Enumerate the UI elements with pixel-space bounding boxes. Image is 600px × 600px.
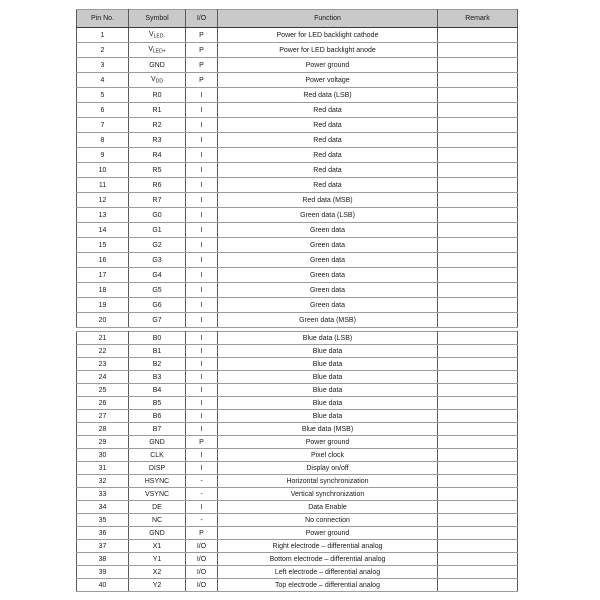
remark-cell bbox=[438, 332, 518, 345]
remark-cell bbox=[438, 178, 518, 193]
pin-cell: 30 bbox=[77, 449, 129, 462]
function-cell: Blue data bbox=[218, 410, 438, 423]
function-cell: Bottom electrode – differential analog bbox=[218, 553, 438, 566]
io-cell: I bbox=[186, 384, 218, 397]
table-row bbox=[77, 345, 518, 358]
function-cell: Green data bbox=[218, 268, 438, 283]
io-cell: I/O bbox=[186, 553, 218, 566]
symbol-cell: B5 bbox=[129, 397, 186, 410]
symbol-cell: R5 bbox=[129, 163, 186, 178]
pin-cell: 33 bbox=[77, 488, 129, 501]
remark-cell bbox=[438, 208, 518, 223]
remark-cell bbox=[438, 358, 518, 371]
table-row bbox=[77, 579, 518, 592]
table-row bbox=[77, 371, 518, 384]
remark-cell bbox=[438, 540, 518, 553]
remark-cell bbox=[438, 384, 518, 397]
table-row bbox=[77, 133, 518, 148]
symbol-cell: R1 bbox=[129, 103, 186, 118]
function-cell: Red data bbox=[218, 118, 438, 133]
table-row bbox=[77, 283, 518, 298]
function-cell: Blue data bbox=[218, 371, 438, 384]
symbol-cell: G4 bbox=[129, 268, 186, 283]
function-cell: Blue data (MSB) bbox=[218, 423, 438, 436]
table-row bbox=[77, 223, 518, 238]
symbol-subscript: LED- bbox=[153, 33, 166, 40]
io-cell: I bbox=[186, 178, 218, 193]
io-cell: I/O bbox=[186, 566, 218, 579]
io-cell: P bbox=[186, 73, 218, 88]
symbol-cell: $V_{LED-}$ bbox=[129, 28, 186, 43]
symbol-cell: DE bbox=[129, 501, 186, 514]
pin-cell: 18 bbox=[77, 283, 129, 298]
table-row bbox=[77, 449, 518, 462]
pin-cell: 29 bbox=[77, 436, 129, 449]
function-cell: Red data (MSB) bbox=[218, 193, 438, 208]
table-row bbox=[77, 238, 518, 253]
pin-cell: 2 bbox=[77, 43, 129, 58]
io-cell: I bbox=[186, 223, 218, 238]
pin-cell: 26 bbox=[77, 397, 129, 410]
function-cell: Power ground bbox=[218, 527, 438, 540]
io-cell: I bbox=[186, 193, 218, 208]
io-cell: P bbox=[186, 43, 218, 58]
function-cell: Blue data bbox=[218, 384, 438, 397]
table-row bbox=[77, 73, 518, 88]
function-cell: No connection bbox=[218, 514, 438, 527]
remark-cell bbox=[438, 43, 518, 58]
pin-cell: 23 bbox=[77, 358, 129, 371]
function-cell: Power ground bbox=[218, 58, 438, 73]
table-row bbox=[77, 118, 518, 133]
io-cell: I bbox=[186, 208, 218, 223]
remark-cell bbox=[438, 345, 518, 358]
pin-cell: 20 bbox=[77, 313, 129, 328]
pin-cell: 12 bbox=[77, 193, 129, 208]
header-symbol: Symbol bbox=[129, 10, 186, 28]
function-cell: Red data bbox=[218, 103, 438, 118]
pin-cell: 24 bbox=[77, 371, 129, 384]
remark-cell bbox=[438, 566, 518, 579]
function-cell: Green data bbox=[218, 298, 438, 313]
io-cell: - bbox=[186, 488, 218, 501]
remark-cell bbox=[438, 28, 518, 43]
pin-cell: 11 bbox=[77, 178, 129, 193]
symbol-subscript: DD bbox=[155, 78, 163, 85]
symbol-cell: VSYNC bbox=[129, 488, 186, 501]
io-cell: I bbox=[186, 253, 218, 268]
symbol-cell: GND bbox=[129, 527, 186, 540]
function-cell: Green data bbox=[218, 238, 438, 253]
remark-cell bbox=[438, 268, 518, 283]
symbol-cell: HSYNC bbox=[129, 475, 186, 488]
io-cell: - bbox=[186, 514, 218, 527]
io-cell: I bbox=[186, 148, 218, 163]
symbol-cell: X2 bbox=[129, 566, 186, 579]
symbol-cell: NC bbox=[129, 514, 186, 527]
remark-cell bbox=[438, 397, 518, 410]
remark-cell bbox=[438, 475, 518, 488]
remark-cell bbox=[438, 553, 518, 566]
io-cell: I bbox=[186, 410, 218, 423]
header-pin-no: Pin No. bbox=[77, 10, 129, 28]
table-row bbox=[77, 103, 518, 118]
io-cell: I bbox=[186, 397, 218, 410]
symbol-cell: B1 bbox=[129, 345, 186, 358]
header-io: I/O bbox=[186, 10, 218, 28]
io-cell: P bbox=[186, 436, 218, 449]
table-row bbox=[77, 540, 518, 553]
table-row bbox=[77, 148, 518, 163]
pin-cell: 21 bbox=[77, 332, 129, 345]
symbol-cell: G3 bbox=[129, 253, 186, 268]
io-cell: - bbox=[186, 475, 218, 488]
function-cell: Right electrode – differential analog bbox=[218, 540, 438, 553]
function-cell: Horizontal synchronization bbox=[218, 475, 438, 488]
function-cell: Green data bbox=[218, 253, 438, 268]
symbol-cell: CLK bbox=[129, 449, 186, 462]
symbol-cell: $V_{LED+}$ bbox=[129, 43, 186, 58]
table-row bbox=[77, 566, 518, 579]
pin-cell: 17 bbox=[77, 268, 129, 283]
pin-cell: 4 bbox=[77, 73, 129, 88]
symbol-cell: B7 bbox=[129, 423, 186, 436]
function-cell: Blue data (LSB) bbox=[218, 332, 438, 345]
function-cell: Green data (LSB) bbox=[218, 208, 438, 223]
io-cell: I bbox=[186, 371, 218, 384]
io-cell: I bbox=[186, 238, 218, 253]
symbol-subscript: LED+ bbox=[153, 48, 166, 55]
function-cell: Vertical synchronization bbox=[218, 488, 438, 501]
symbol-cell: R4 bbox=[129, 148, 186, 163]
symbol-cell: G1 bbox=[129, 223, 186, 238]
io-cell: I bbox=[186, 103, 218, 118]
io-cell: I bbox=[186, 358, 218, 371]
table-row bbox=[77, 436, 518, 449]
symbol-cell: G2 bbox=[129, 238, 186, 253]
table-row bbox=[77, 358, 518, 371]
remark-cell bbox=[438, 527, 518, 540]
symbol-cell: B0 bbox=[129, 332, 186, 345]
function-cell: Red data (LSB) bbox=[218, 88, 438, 103]
function-cell: Display on/off bbox=[218, 462, 438, 475]
symbol-cell: DISP bbox=[129, 462, 186, 475]
function-cell: Blue data bbox=[218, 397, 438, 410]
io-cell: I bbox=[186, 423, 218, 436]
table-row bbox=[77, 253, 518, 268]
table-row bbox=[77, 397, 518, 410]
pin-description-table bbox=[76, 9, 517, 592]
remark-cell bbox=[438, 163, 518, 178]
header-row bbox=[77, 10, 518, 28]
function-cell: Green data bbox=[218, 283, 438, 298]
symbol-cell: $V_{DD}$ bbox=[129, 73, 186, 88]
table-row bbox=[77, 462, 518, 475]
function-cell: Data Enable bbox=[218, 501, 438, 514]
io-cell: I/O bbox=[186, 579, 218, 592]
table-row bbox=[77, 423, 518, 436]
pin-cell: 28 bbox=[77, 423, 129, 436]
remark-cell bbox=[438, 423, 518, 436]
table-row bbox=[77, 268, 518, 283]
remark-cell bbox=[438, 58, 518, 73]
pin-cell: 31 bbox=[77, 462, 129, 475]
function-cell: Power for LED backlight cathode bbox=[218, 28, 438, 43]
table-row bbox=[77, 28, 518, 43]
remark-cell bbox=[438, 148, 518, 163]
remark-cell bbox=[438, 501, 518, 514]
symbol-cell: Y1 bbox=[129, 553, 186, 566]
symbol-cell: B4 bbox=[129, 384, 186, 397]
pin-cell: 8 bbox=[77, 133, 129, 148]
symbol-cell: G7 bbox=[129, 313, 186, 328]
table-row bbox=[77, 193, 518, 208]
io-cell: I bbox=[186, 345, 218, 358]
table-row bbox=[77, 384, 518, 397]
function-cell: Red data bbox=[218, 178, 438, 193]
function-cell: Blue data bbox=[218, 345, 438, 358]
function-cell: Blue data bbox=[218, 358, 438, 371]
remark-cell bbox=[438, 118, 518, 133]
table-row bbox=[77, 488, 518, 501]
io-cell: I bbox=[186, 313, 218, 328]
remark-cell bbox=[438, 253, 518, 268]
pin-cell: 27 bbox=[77, 410, 129, 423]
pin-cell: 32 bbox=[77, 475, 129, 488]
symbol-cell: G5 bbox=[129, 283, 186, 298]
pin-cell: 9 bbox=[77, 148, 129, 163]
symbol-cell: G0 bbox=[129, 208, 186, 223]
table-row bbox=[77, 501, 518, 514]
table-row bbox=[77, 163, 518, 178]
symbol-cell: R7 bbox=[129, 193, 186, 208]
symbol-cell: B3 bbox=[129, 371, 186, 384]
pin-cell: 16 bbox=[77, 253, 129, 268]
pin-cell: 1 bbox=[77, 28, 129, 43]
pin-cell: 6 bbox=[77, 103, 129, 118]
symbol-cell: R2 bbox=[129, 118, 186, 133]
table-row bbox=[77, 313, 518, 328]
pin-cell: 37 bbox=[77, 540, 129, 553]
pin-table-section-1 bbox=[76, 9, 518, 328]
io-cell: I bbox=[186, 118, 218, 133]
remark-cell bbox=[438, 579, 518, 592]
io-cell: I bbox=[186, 449, 218, 462]
pin-cell: 34 bbox=[77, 501, 129, 514]
function-cell: Power voltage bbox=[218, 73, 438, 88]
table-row bbox=[77, 88, 518, 103]
remark-cell bbox=[438, 514, 518, 527]
remark-cell bbox=[438, 436, 518, 449]
pin-cell: 40 bbox=[77, 579, 129, 592]
function-cell: Red data bbox=[218, 148, 438, 163]
io-cell: I bbox=[186, 133, 218, 148]
function-cell: Pixel clock bbox=[218, 449, 438, 462]
remark-cell bbox=[438, 488, 518, 501]
table-row bbox=[77, 475, 518, 488]
io-cell: I bbox=[186, 283, 218, 298]
symbol-cell: B6 bbox=[129, 410, 186, 423]
function-cell: Power ground bbox=[218, 436, 438, 449]
table-row bbox=[77, 332, 518, 345]
symbol-cell: B2 bbox=[129, 358, 186, 371]
io-cell: I bbox=[186, 88, 218, 103]
pin-table-section-2 bbox=[76, 331, 518, 592]
remark-cell bbox=[438, 88, 518, 103]
pin-cell: 25 bbox=[77, 384, 129, 397]
pin-cell: 39 bbox=[77, 566, 129, 579]
function-cell: Top electrode – differential analog bbox=[218, 579, 438, 592]
pin-cell: 10 bbox=[77, 163, 129, 178]
pin-cell: 3 bbox=[77, 58, 129, 73]
symbol-cell: X1 bbox=[129, 540, 186, 553]
symbol-cell: GND bbox=[129, 436, 186, 449]
io-cell: I bbox=[186, 462, 218, 475]
table-row bbox=[77, 553, 518, 566]
pin-cell: 13 bbox=[77, 208, 129, 223]
function-cell: Red data bbox=[218, 133, 438, 148]
io-cell: I/O bbox=[186, 540, 218, 553]
table-row bbox=[77, 58, 518, 73]
function-cell: Green data (MSB) bbox=[218, 313, 438, 328]
header-function: Function bbox=[218, 10, 438, 28]
pin-cell: 15 bbox=[77, 238, 129, 253]
symbol-cell: R6 bbox=[129, 178, 186, 193]
io-cell: P bbox=[186, 58, 218, 73]
table-row bbox=[77, 298, 518, 313]
function-cell: Green data bbox=[218, 223, 438, 238]
symbol-cell: R0 bbox=[129, 88, 186, 103]
io-cell: P bbox=[186, 527, 218, 540]
table-row bbox=[77, 527, 518, 540]
pin-cell: 22 bbox=[77, 345, 129, 358]
table-row bbox=[77, 410, 518, 423]
io-cell: I bbox=[186, 332, 218, 345]
pin-cell: 36 bbox=[77, 527, 129, 540]
remark-cell bbox=[438, 313, 518, 328]
symbol-cell: R3 bbox=[129, 133, 186, 148]
io-cell: I bbox=[186, 501, 218, 514]
remark-cell bbox=[438, 223, 518, 238]
header-remark: Remark bbox=[438, 10, 518, 28]
pin-cell: 19 bbox=[77, 298, 129, 313]
function-cell: Left electrode – differential analog bbox=[218, 566, 438, 579]
remark-cell bbox=[438, 449, 518, 462]
remark-cell bbox=[438, 238, 518, 253]
pin-cell: 7 bbox=[77, 118, 129, 133]
table-row bbox=[77, 178, 518, 193]
io-cell: P bbox=[186, 28, 218, 43]
remark-cell bbox=[438, 133, 518, 148]
pin-cell: 5 bbox=[77, 88, 129, 103]
io-cell: I bbox=[186, 298, 218, 313]
remark-cell bbox=[438, 283, 518, 298]
symbol-cell: Y2 bbox=[129, 579, 186, 592]
symbol-cell: G6 bbox=[129, 298, 186, 313]
table-row bbox=[77, 43, 518, 58]
remark-cell bbox=[438, 462, 518, 475]
function-cell: Red data bbox=[218, 163, 438, 178]
pin-cell: 14 bbox=[77, 223, 129, 238]
remark-cell bbox=[438, 103, 518, 118]
function-cell: Power for LED backlight anode bbox=[218, 43, 438, 58]
remark-cell bbox=[438, 298, 518, 313]
symbol-cell: GND bbox=[129, 58, 186, 73]
pin-cell: 35 bbox=[77, 514, 129, 527]
table-row bbox=[77, 514, 518, 527]
io-cell: I bbox=[186, 268, 218, 283]
remark-cell bbox=[438, 73, 518, 88]
remark-cell bbox=[438, 193, 518, 208]
remark-cell bbox=[438, 410, 518, 423]
remark-cell bbox=[438, 371, 518, 384]
pin-cell: 38 bbox=[77, 553, 129, 566]
io-cell: I bbox=[186, 163, 218, 178]
table-row bbox=[77, 208, 518, 223]
